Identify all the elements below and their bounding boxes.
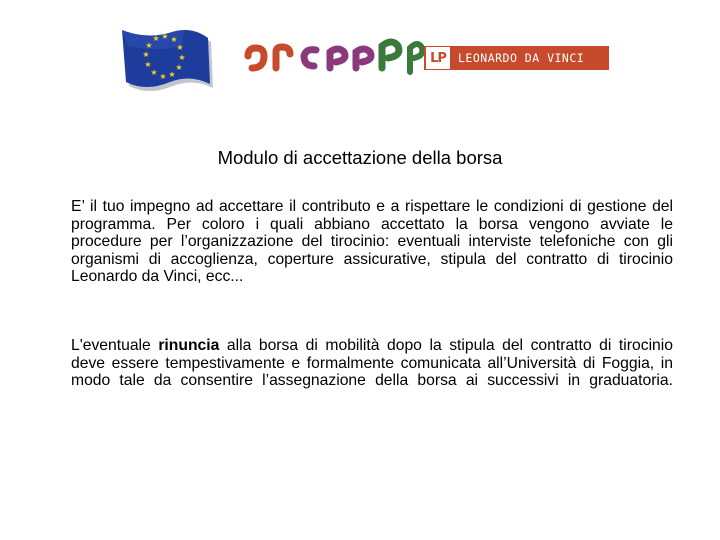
svg-text:★: ★ (161, 32, 169, 41)
page-title: Modulo di accettazione della borsa (217, 147, 503, 168)
svg-text:★: ★ (159, 72, 167, 81)
leonardo-da-vinci-logo (242, 34, 614, 78)
paragraph-rinuncia-end: alla borsa di mobilità dopo la stipula del contratto di tirocinio deve essere tempestivamente e formalmente comunicata all’Università di Foggia, in modo tale da consentire l’assegnazione della borsa ai successivi in graduatoria. (71, 337, 673, 390)
eu-flag-icon (118, 24, 214, 100)
ldv-logo-box (424, 46, 609, 70)
svg-text:★: ★ (176, 43, 184, 52)
ldv-logo-text: LEONARDO DA VINCI (458, 51, 585, 65)
svg-text:★: ★ (152, 34, 160, 43)
svg-text:★: ★ (150, 68, 158, 77)
paragraph-rinuncia-start: L'eventuale (71, 337, 159, 354)
ldv-logo-mark: LP (426, 47, 450, 69)
svg-text:★: ★ (145, 41, 153, 50)
svg-text:★: ★ (142, 50, 150, 59)
svg-text:★: ★ (170, 35, 178, 44)
paragraph-rinuncia (71, 337, 673, 390)
logo-letterforms (242, 34, 424, 78)
paragraph-impegno: E’ il tuo impegno ad accettare il contributo e a rispettare le condizioni di gestione del programma. Per coloro i quali abbiano accettato la borsa vengono avviate le procedure per l’organizzazione del tirocinio: eventuali interviste telefoniche con gli organismi di accoglienza, coperture assicurative, stipula del contratto di tirocinio Leonardo da Vinci, ecc... (71, 198, 673, 286)
rinuncia-emphasis: rinuncia (158, 337, 220, 354)
svg-text:★: ★ (144, 60, 152, 69)
svg-text:★: ★ (178, 53, 186, 62)
svg-text:★: ★ (168, 70, 176, 79)
svg-text:★: ★ (175, 63, 183, 72)
